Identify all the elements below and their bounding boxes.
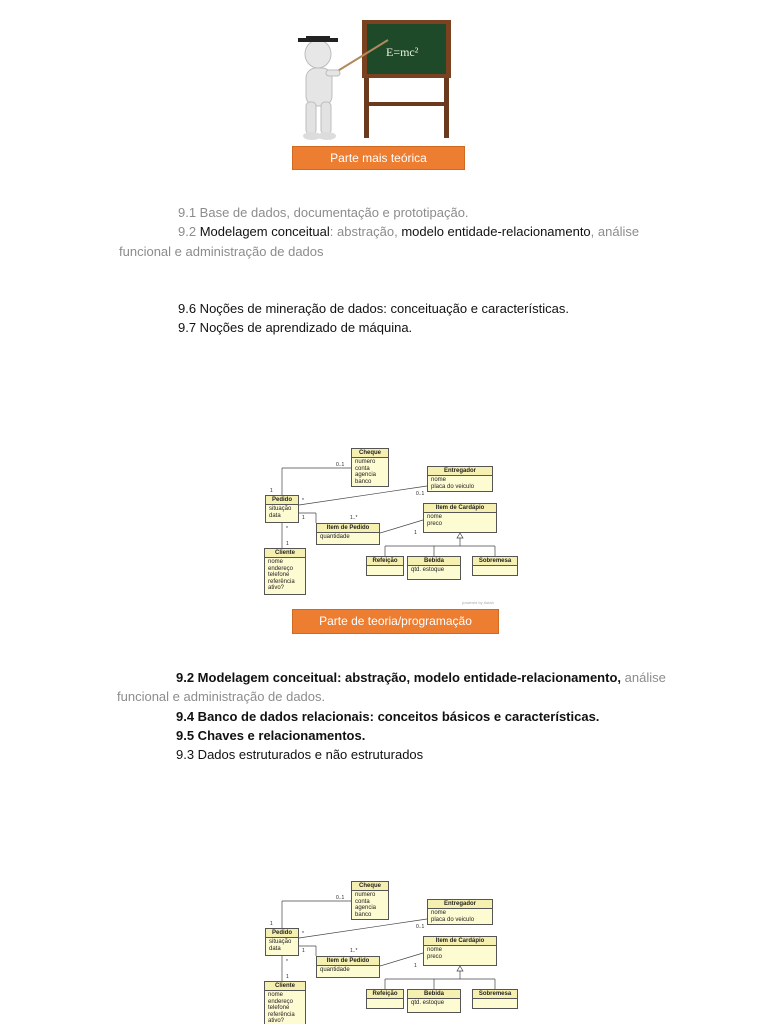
uml-attribute: data bbox=[269, 512, 281, 519]
uml-attribute: placa do veiculo bbox=[431, 483, 475, 490]
uml-class-attributes bbox=[352, 891, 388, 919]
uml-class-attributes bbox=[408, 999, 460, 1008]
uml-class-sobremesa bbox=[472, 989, 518, 1009]
uml-attribute: nome bbox=[268, 992, 284, 998]
topic-9-7: 9.7 Noções de aprendizado de máquina. bbox=[178, 320, 413, 335]
uml-class-refeicao bbox=[366, 989, 404, 1009]
generalization-arrow bbox=[457, 533, 463, 538]
uml-attribute: banco bbox=[355, 911, 372, 918]
uml-attribute: ativo? bbox=[268, 1018, 285, 1024]
uml-class-attributes bbox=[428, 909, 492, 924]
uml-attribute: numero bbox=[355, 892, 376, 898]
uml-attribute: endereço bbox=[268, 998, 294, 1005]
topic-9-2-b-continued: funcional e administração de dados. bbox=[117, 689, 326, 704]
uml-connector-line bbox=[299, 919, 427, 938]
uml-class-item-pedido bbox=[316, 956, 380, 978]
uml-class-attributes bbox=[473, 999, 517, 1008]
uml-attribute: conta bbox=[355, 465, 370, 472]
uml-attribute: preco bbox=[427, 520, 443, 527]
uml-class-bebida bbox=[407, 989, 461, 1013]
uml-attribute: numero bbox=[355, 459, 376, 465]
uml-attribute: conta bbox=[355, 898, 370, 905]
uml-attribute: data bbox=[269, 945, 281, 952]
uml-class-cheque bbox=[351, 448, 389, 487]
uml-class-sobremesa bbox=[472, 556, 518, 576]
uml-attribute: nome bbox=[268, 559, 284, 565]
section-badge-programming: Parte de teoria/programação bbox=[292, 609, 499, 634]
uml-class-item-pedido bbox=[316, 523, 380, 545]
teacher-illustration bbox=[292, 14, 464, 142]
uml-attribute: referência bbox=[268, 578, 295, 585]
uml-multiplicity-label: 1 bbox=[270, 488, 273, 494]
uml-class-entregador bbox=[427, 899, 493, 925]
uml-attribute: endereço bbox=[268, 565, 294, 572]
uml-class-attributes bbox=[367, 566, 403, 575]
topic-9-3: 9.3 Dados estruturados e não estruturados bbox=[176, 747, 424, 762]
uml-class-attributes bbox=[367, 999, 403, 1008]
topic-9-4: 9.4 Banco de dados relacionais: conceitos básicos e características. bbox=[176, 709, 600, 724]
uml-class-attributes bbox=[428, 476, 492, 491]
uml-multiplicity-label: 1 bbox=[286, 541, 289, 547]
generalization-arrow bbox=[457, 966, 463, 971]
uml-multiplicity-label: * bbox=[286, 959, 288, 965]
uml-diagram-2 bbox=[262, 881, 520, 1024]
uml-class-title: Cliente bbox=[265, 982, 305, 991]
uml-class-bebida bbox=[407, 556, 461, 580]
uml-attribute: nome bbox=[431, 477, 447, 483]
uml-class-attributes bbox=[266, 505, 298, 520]
uml-class-attributes bbox=[408, 566, 460, 575]
uml-class-item-cardapio bbox=[423, 936, 497, 966]
uml-attribute: qtd. estoque bbox=[411, 1000, 445, 1006]
topic-9-5: 9.5 Chaves e relacionamentos. bbox=[176, 728, 366, 743]
uml-multiplicity-label: 1 bbox=[286, 974, 289, 980]
uml-attribute: nome bbox=[427, 947, 443, 953]
section-badge-theory: Parte mais teórica bbox=[292, 146, 465, 170]
uml-diagram-1 bbox=[262, 448, 520, 608]
uml-multiplicity-label: 1..* bbox=[350, 948, 358, 954]
uml-attribute: quantidade bbox=[320, 967, 350, 973]
uml-multiplicity-label: 0..1 bbox=[336, 462, 345, 468]
uml-class-attributes bbox=[352, 458, 388, 486]
uml-class-title: Cheque bbox=[352, 882, 388, 891]
uml-attribute: referência bbox=[268, 1011, 295, 1018]
uml-class-pedido bbox=[265, 495, 299, 523]
uml-class-title: Entregador bbox=[428, 467, 492, 476]
uml-class-title: Sobremesa bbox=[473, 557, 517, 566]
uml-attribute: situação bbox=[269, 939, 292, 945]
uml-attribute bbox=[370, 1000, 400, 1007]
topic-9-2: 9.2 Modelagem conceitual: abstração, modelo entidade-relacionamento, análise bbox=[178, 224, 640, 239]
powered-by-label: powered by Astah bbox=[462, 600, 494, 605]
uml-class-title: Bebida bbox=[408, 990, 460, 999]
uml-connector-line bbox=[299, 486, 427, 505]
uml-multiplicity-label: * bbox=[302, 931, 304, 937]
uml-attribute bbox=[476, 567, 514, 574]
uml-class-cliente bbox=[264, 981, 306, 1024]
uml-attribute: qtd. estoque bbox=[411, 567, 445, 573]
uml-attribute bbox=[476, 1000, 514, 1007]
uml-class-item-cardapio bbox=[423, 503, 497, 533]
uml-attribute: quantidade bbox=[320, 534, 350, 540]
uml-class-entregador bbox=[427, 466, 493, 492]
uml-class-title: Item de Pedido bbox=[317, 524, 379, 533]
uml-attribute: telefone bbox=[268, 572, 290, 578]
uml-class-title: Refeição bbox=[367, 557, 403, 566]
uml-attribute: situação bbox=[269, 506, 292, 512]
uml-class-title: Refeição bbox=[367, 990, 403, 999]
uml-class-title: Sobremesa bbox=[473, 990, 517, 999]
uml-class-attributes bbox=[317, 533, 379, 542]
uml-class-title: Item de Pedido bbox=[317, 957, 379, 966]
uml-class-attributes bbox=[424, 513, 496, 528]
uml-class-refeicao bbox=[366, 556, 404, 576]
uml-class-title: Entregador bbox=[428, 900, 492, 909]
uml-class-attributes bbox=[266, 938, 298, 953]
uml-multiplicity-label: 1..* bbox=[350, 515, 358, 521]
uml-attribute: telefone bbox=[268, 1005, 290, 1011]
uml-attribute: ativo? bbox=[268, 585, 285, 591]
uml-attribute bbox=[370, 567, 400, 574]
uml-class-title: Item de Cardápio bbox=[424, 937, 496, 946]
uml-multiplicity-label: 1 bbox=[302, 948, 305, 954]
uml-multiplicity-label: * bbox=[286, 526, 288, 532]
uml-multiplicity-label: * bbox=[302, 498, 304, 504]
uml-class-attributes bbox=[473, 566, 517, 575]
uml-class-pedido bbox=[265, 928, 299, 956]
uml-class-cliente bbox=[264, 548, 306, 595]
uml-multiplicity-label: 1 bbox=[270, 921, 273, 927]
uml-multiplicity-label: 1 bbox=[302, 515, 305, 521]
uml-class-cheque bbox=[351, 881, 389, 920]
topic-9-2-continued: funcional e administração de dados bbox=[119, 244, 324, 259]
uml-attribute: nome bbox=[431, 910, 447, 916]
topic-9-6: 9.6 Noções de mineração de dados: conceituação e características. bbox=[178, 301, 569, 316]
uml-multiplicity-label: 0..1 bbox=[416, 491, 425, 497]
uml-class-title: Cliente bbox=[265, 549, 305, 558]
uml-class-title: Pedido bbox=[266, 929, 298, 938]
topic-9-2-b: 9.2 Modelagem conceitual: abstração, modelo entidade-relacionamento, análise bbox=[176, 670, 666, 685]
uml-class-attributes bbox=[317, 966, 379, 975]
board-formula: E=mc² bbox=[386, 45, 419, 59]
uml-class-title: Item de Cardápio bbox=[424, 504, 496, 513]
uml-attribute: nome bbox=[427, 514, 443, 520]
uml-attribute: agencia bbox=[355, 472, 377, 478]
uml-multiplicity-label: 0..1 bbox=[336, 895, 345, 901]
uml-class-title: Pedido bbox=[266, 496, 298, 505]
uml-class-attributes bbox=[265, 991, 305, 1024]
uml-class-title: Bebida bbox=[408, 557, 460, 566]
uml-class-attributes bbox=[265, 558, 305, 593]
uml-multiplicity-label: 1 bbox=[414, 963, 417, 969]
uml-attribute: banco bbox=[355, 478, 372, 485]
uml-attribute: placa do veiculo bbox=[431, 916, 475, 923]
uml-multiplicity-label: 0..1 bbox=[416, 924, 425, 930]
uml-class-title: Cheque bbox=[352, 449, 388, 458]
uml-class-attributes bbox=[424, 946, 496, 961]
topic-9-1: 9.1 Base de dados, documentação e prototipação. bbox=[178, 205, 469, 220]
uml-multiplicity-label: 1 bbox=[414, 530, 417, 536]
uml-attribute: agencia bbox=[355, 905, 377, 911]
uml-attribute: preco bbox=[427, 953, 443, 960]
